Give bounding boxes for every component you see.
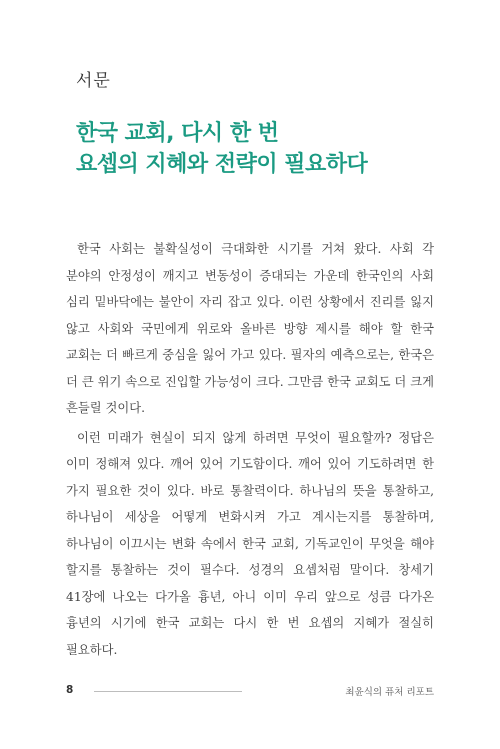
paragraph-1: 한국 사회는 불확실성이 극대화한 시기를 거쳐 왔다. 사회 각 분야의 안정성이 깨지고 변동성이 증대되는 가운데 한국인의 사회 심리 밑바닥에는 불안이 자리 잡고 있다. 이런 상황에서 진리를 잃지 않고 사회와 국민에게 위로와 올바른 방향 제시를 해야 할 한국 교회는 더 빠르게 중심을 잃어 가고 있다. 필자의 예측으로는, 한국은 더 큰 위기 속으로 진입할 가능성이 크다. 그만큼 한국 교회도 더 크게 흔들릴 것이다. xyxy=(66,242,434,415)
chapter-title xyxy=(76,118,436,180)
page-footer xyxy=(66,684,434,698)
footer-divider xyxy=(94,691,242,692)
page-number: 8 xyxy=(66,684,74,696)
body-text xyxy=(66,236,434,666)
paragraph-2: 이런 미래가 현실이 되지 않게 하려면 무엇이 필요할까? 정답은 이미 정해져 있다. 깨어 있어 기도함이다. 깨어 있어 기도하려면 한 가지 필요한 것이 있다. 바로 통찰력이다. 하나님의 뜻을 통찰하고, 하나님이 세상을 어떻게 변화시켜 가고 계시는지를 통찰하며, 하나님이 이끄시는 변화 속에서 한국 교회, 기독교인이 무엇을 해야 할지를 통찰하는 것이 필수다. 성경의 요셉처럼 말이다. 창세기 41장에 나오는 다가올 흉년, 아니 이미 우리 앞으로 성큼 다가온 흉년의 시기에 한국 교회는 다시 한 번 요셉의 지혜가 절실히 필요하다. xyxy=(66,430,434,657)
running-title: 최윤식의 퓨처 리포트 xyxy=(345,687,434,698)
chapter-title-line-1: 한국 교회, 다시 한 번 xyxy=(76,121,279,146)
chapter-title-line-2: 요셉의 지혜와 전략이 필요하다 xyxy=(76,152,368,177)
section-label: 서문 xyxy=(76,71,111,91)
